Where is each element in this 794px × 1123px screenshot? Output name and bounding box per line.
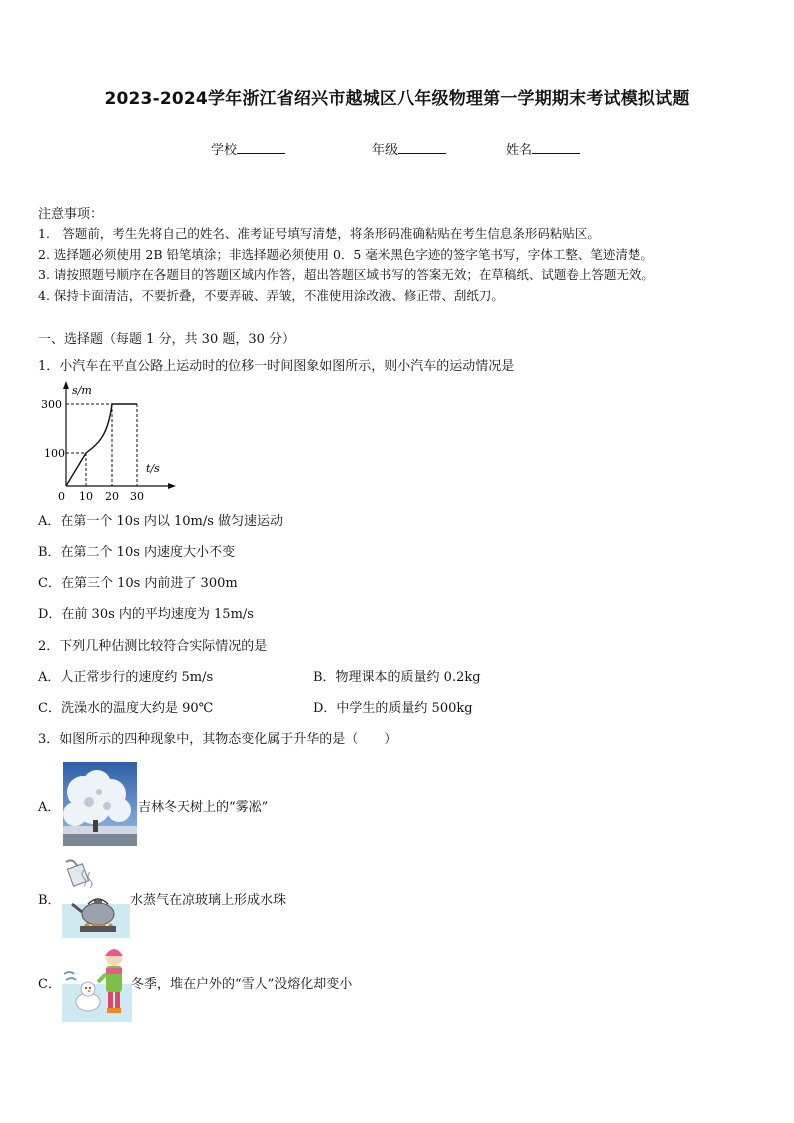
y-tick-300: 300: [41, 398, 62, 411]
x-axis-label: t/s: [146, 462, 160, 475]
grade-label: 年级: [372, 143, 399, 158]
y-tick-100: 100: [44, 447, 65, 460]
q1-option-c[interactable]: C．在第三个 10s 内前进了 300m: [38, 576, 238, 591]
displacement-time-graph: [36, 378, 176, 500]
graph-curve: [66, 404, 137, 486]
y-axis-label: s/m: [72, 384, 92, 397]
q3-option-c-caption: 冬季，堆在户外的“雪人”没熔化却变小: [131, 977, 353, 992]
note-item: 2. 选择题必须使用 2B 铅笔填涂；非选择题必须使用 0．5 毫米黑色字迹的签字笔书写，字体工整、笔迹清楚。: [38, 247, 653, 262]
x-tick-0: 0: [58, 490, 65, 500]
q3-option-b-caption: 水蒸气在凉玻璃上形成水珠: [130, 893, 287, 908]
x-axis-arrow: [168, 483, 176, 489]
q2-option-b[interactable]: B．物理课本的质量约 0.2kg: [313, 670, 481, 685]
q1-option-a[interactable]: A．在第一个 10s 内以 10m/s 做匀速运动: [38, 514, 284, 529]
question-3-stem: 3．如图所示的四种现象中，其物态变化属于升华的是（ ）: [38, 732, 398, 747]
name-field[interactable]: [506, 139, 580, 158]
x-tick-20: 20: [105, 490, 119, 500]
notes-heading: 注意事项：: [38, 207, 104, 222]
school-label: 学校: [211, 143, 238, 158]
x-tick-10: 10: [79, 490, 93, 500]
snowman-child-image: [62, 940, 132, 1022]
exam-title: 2023-2024学年浙江省绍兴市越城区八年级物理第一学期期末考试模拟试题: [104, 89, 690, 109]
name-blank: [532, 141, 580, 154]
note-item: 3. 请按照题号顺序在各题目的答题区域内作答，超出答题区域书写的答案无效；在草稿纸、试题卷上答题无效。: [38, 267, 654, 282]
section-title: 一、选择题（每题 1 分，共 30 题，30 分）: [38, 332, 296, 347]
graph-dashes: [66, 404, 137, 486]
rime-tree-image: [63, 762, 137, 846]
q2-option-d[interactable]: D．中学生的质量约 500kg: [313, 701, 473, 716]
x-tick-30: 30: [130, 490, 144, 500]
q3-option-b-label[interactable]: B．: [38, 893, 61, 908]
note-item: 1. 答题前，考生先将自己的姓名、准考证号填写清楚，将条形码准确粘贴在考生信息条形码粘贴区。: [38, 226, 600, 241]
q3-option-a-caption: 吉林冬天树上的“雾凇”: [138, 800, 269, 815]
grade-blank: [398, 141, 446, 154]
question-1-stem: 1．小汽车在平直公路上运动时的位移一时间图象如图所示，则小汽车的运动情况是: [38, 359, 515, 374]
q1-option-d[interactable]: D．在前 30s 内的平均速度为 15m/s: [38, 607, 254, 622]
q3-option-a-label[interactable]: A．: [38, 800, 61, 815]
q2-option-a[interactable]: A．人正常步行的速度约 5m/s: [38, 670, 214, 685]
name-label: 姓名: [506, 143, 533, 158]
y-axis-arrow: [63, 381, 69, 389]
grade-field[interactable]: [372, 139, 446, 158]
q3-option-c-label[interactable]: C．: [38, 977, 61, 992]
q2-option-c[interactable]: C．洗澡水的温度大约是 90℃: [38, 701, 214, 716]
school-blank: [237, 141, 285, 154]
kettle-steam-image: [62, 856, 130, 938]
school-field[interactable]: [211, 139, 285, 158]
note-item: 4. 保持卡面清洁，不要折叠，不要弄破、弄皱，不准使用涂改液、修正带、刮纸刀。: [38, 288, 504, 303]
question-2-stem: 2．下列几种估测比较符合实际情况的是: [38, 639, 268, 654]
q1-option-b[interactable]: B．在第二个 10s 内速度大小不变: [38, 545, 236, 560]
